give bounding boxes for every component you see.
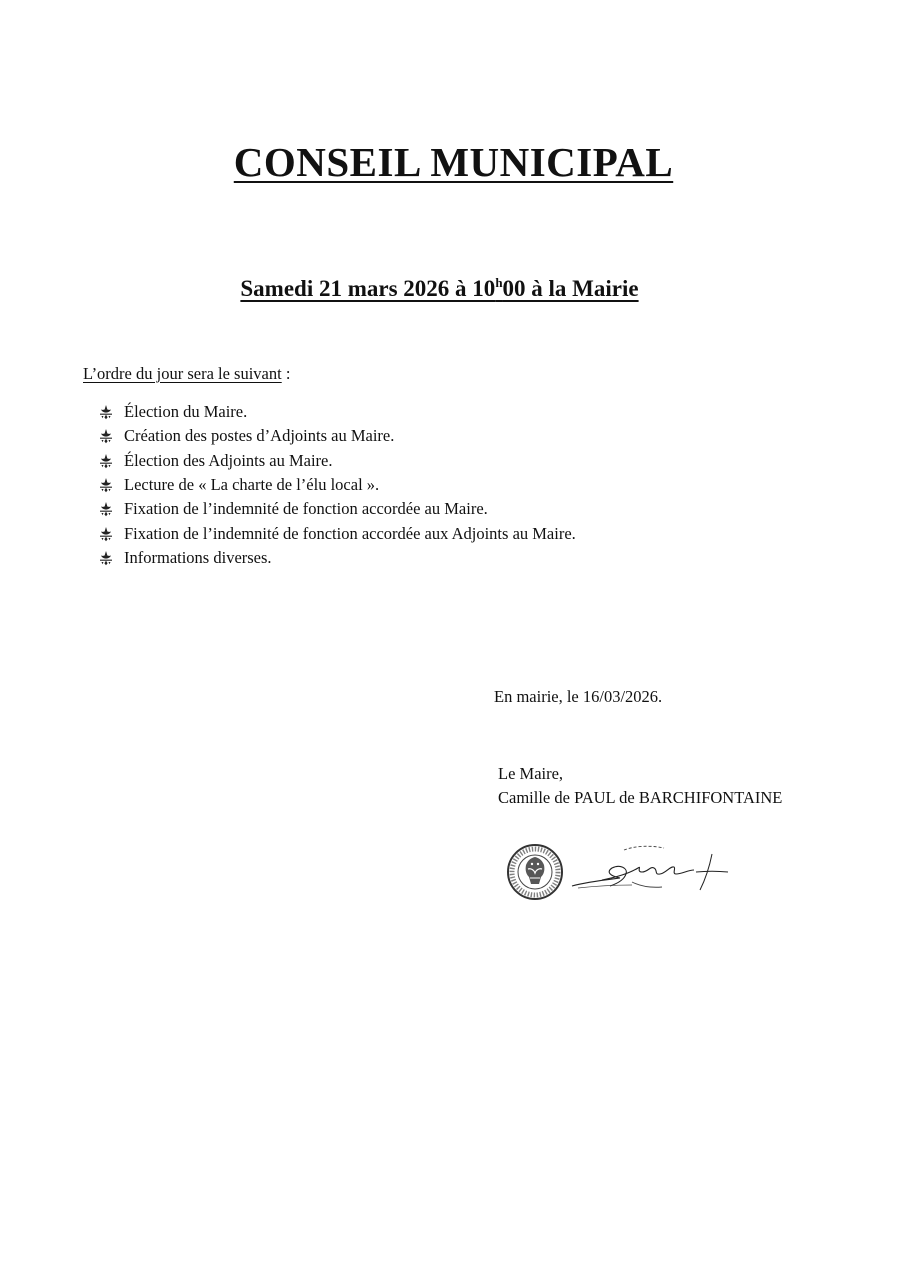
list-item [98,473,576,497]
meeting-date-prefix: Samedi 21 mars 2026 à 10 [240,276,496,301]
agenda-item-text: Création des postes d’Adjoints au Maire. [124,426,395,446]
agenda-item-text: Lecture de « La charte de l’élu local ». [124,475,380,495]
agenda-intro-colon: : [281,364,291,383]
signatory-name: Camille de PAUL de BARCHIFONTAINE [498,788,783,807]
meeting-date [0,276,879,302]
agenda-list [98,400,576,570]
fleur-bullet-icon [98,453,114,469]
agenda-item-text: Fixation de l’indemnité de fonction accordée aux Adjoints au Maire. [124,523,576,543]
fleur-bullet-icon [98,526,114,542]
fleur-bullet-icon [98,477,114,493]
list-item [98,424,576,448]
agenda-item-text: Élection des Adjoints au Maire. [124,450,333,470]
fleur-bullet-icon [98,550,114,566]
fleur-bullet-icon [98,501,114,517]
agenda-item-text: Informations diverses. [124,547,272,567]
meeting-date-superscript: h [495,275,503,290]
agenda-item-text: Élection du Maire. [124,402,248,422]
agenda-intro [83,364,290,384]
fleur-bullet-icon [98,404,114,420]
list-item [98,521,576,545]
handwritten-signature-icon [566,842,732,894]
meeting-date-suffix: 00 à la Mairie [502,276,639,301]
agenda-intro-label: L’ordre du jour sera le suivant [83,364,282,383]
fleur-bullet-icon [98,428,114,444]
list-item [98,497,576,521]
agenda-item-text: Fixation de l’indemnité de fonction accordée au Maire. [124,499,488,519]
list-item [98,400,576,424]
list-item [98,449,576,473]
signatory-role: Le Maire, [498,764,564,783]
municipal-seal-icon [506,843,564,901]
page-title: CONSEIL MUNICIPAL [233,139,674,185]
issue-date: En mairie, le 16/03/2026. [494,687,663,706]
list-item [98,546,576,570]
